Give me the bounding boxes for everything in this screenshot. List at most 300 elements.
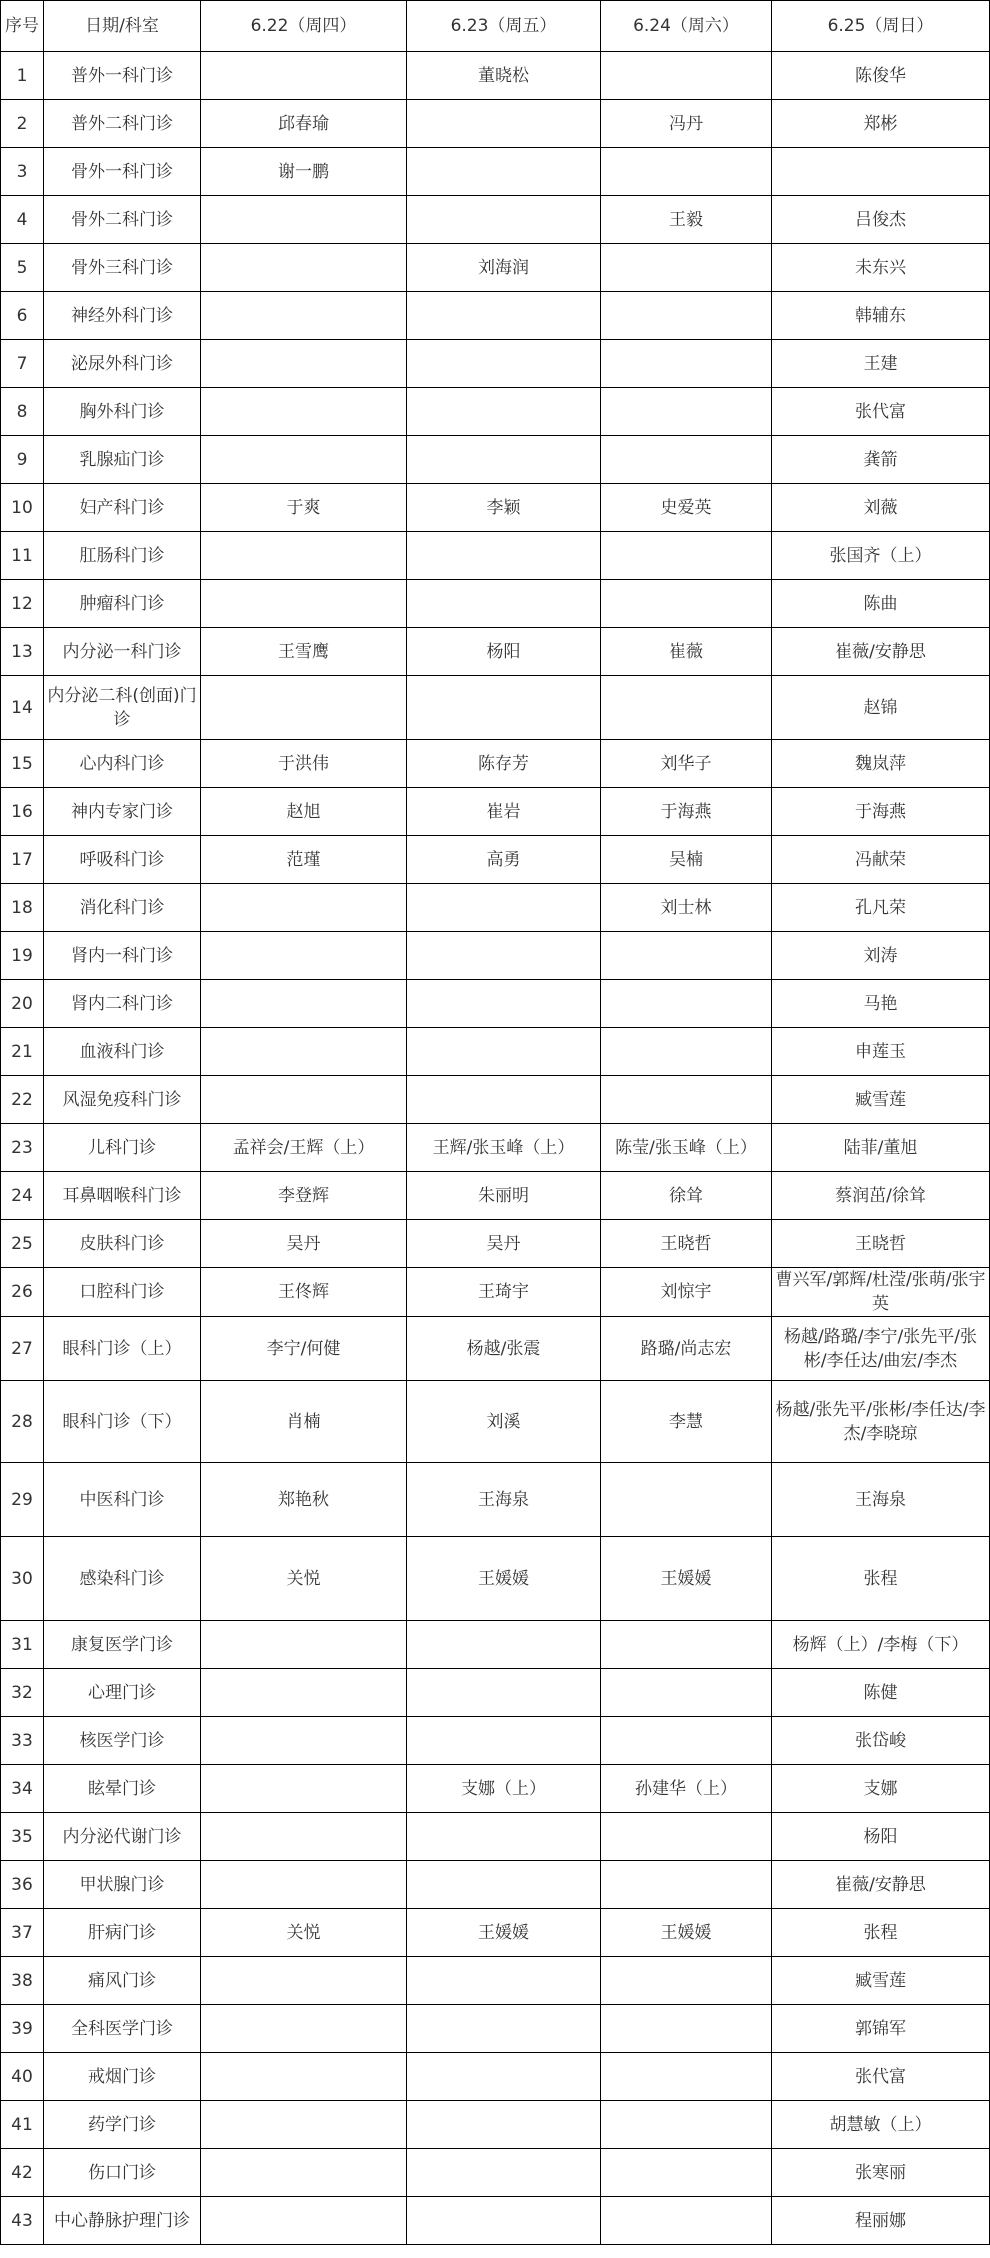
header-row xyxy=(1,1,990,52)
doctor-0625: 吕俊杰 xyxy=(772,196,990,244)
doctor-0623 xyxy=(407,1861,601,1909)
doctor-0622 xyxy=(201,2101,407,2149)
row-index: 42 xyxy=(1,2149,44,2197)
table-row xyxy=(1,1172,990,1220)
doctor-0624: 冯丹 xyxy=(601,100,772,148)
table-row xyxy=(1,148,990,196)
table-row xyxy=(1,244,990,292)
row-index: 7 xyxy=(1,340,44,388)
table-row xyxy=(1,1909,990,1957)
doctor-0625: 陈俊华 xyxy=(772,52,990,100)
doctor-0624 xyxy=(601,1076,772,1124)
department-name: 普外二科门诊 xyxy=(44,100,201,148)
table-row xyxy=(1,1124,990,1172)
doctor-0622: 谢一鹏 xyxy=(201,148,407,196)
department-name: 泌尿外科门诊 xyxy=(44,340,201,388)
doctor-0623: 王琦宇 xyxy=(407,1268,601,1317)
doctor-0624 xyxy=(601,980,772,1028)
doctor-0624 xyxy=(601,2101,772,2149)
table-row xyxy=(1,1621,990,1669)
table-row xyxy=(1,580,990,628)
doctor-0625: 未东兴 xyxy=(772,244,990,292)
row-index: 2 xyxy=(1,100,44,148)
doctor-0623 xyxy=(407,1028,601,1076)
department-name: 肿瘤科门诊 xyxy=(44,580,201,628)
doctor-0623 xyxy=(407,1717,601,1765)
department-name: 儿科门诊 xyxy=(44,1124,201,1172)
doctor-0623: 王媛媛 xyxy=(407,1537,601,1621)
table-row xyxy=(1,740,990,788)
doctor-0622 xyxy=(201,244,407,292)
table-row xyxy=(1,1028,990,1076)
table-row xyxy=(1,532,990,580)
header-date-0622: 6.22（周四） xyxy=(201,1,407,52)
row-index: 15 xyxy=(1,740,44,788)
doctor-0624: 路璐/尚志宏 xyxy=(601,1317,772,1381)
doctor-0625: 支娜 xyxy=(772,1765,990,1813)
doctor-0623: 王媛媛 xyxy=(407,1909,601,1957)
doctor-0622 xyxy=(201,1717,407,1765)
department-name: 肛肠科门诊 xyxy=(44,532,201,580)
doctor-0624 xyxy=(601,1717,772,1765)
row-index: 31 xyxy=(1,1621,44,1669)
table-row xyxy=(1,340,990,388)
department-name: 康复医学门诊 xyxy=(44,1621,201,1669)
doctor-0623: 高勇 xyxy=(407,836,601,884)
doctor-0622 xyxy=(201,1621,407,1669)
table-row xyxy=(1,292,990,340)
row-index: 8 xyxy=(1,388,44,436)
department-name: 中心静脉护理门诊 xyxy=(44,2197,201,2245)
row-index: 43 xyxy=(1,2197,44,2245)
doctor-0623 xyxy=(407,2101,601,2149)
doctor-0622 xyxy=(201,2149,407,2197)
department-name: 眩晕门诊 xyxy=(44,1765,201,1813)
department-name: 内分泌一科门诊 xyxy=(44,628,201,676)
doctor-0622 xyxy=(201,1765,407,1813)
table-row xyxy=(1,1717,990,1765)
doctor-0624: 陈莹/张玉峰（上） xyxy=(601,1124,772,1172)
doctor-0624: 史爱英 xyxy=(601,484,772,532)
doctor-0622 xyxy=(201,2053,407,2101)
row-index: 13 xyxy=(1,628,44,676)
doctor-0623: 董晓松 xyxy=(407,52,601,100)
table-row xyxy=(1,100,990,148)
doctor-0622: 赵旭 xyxy=(201,788,407,836)
department-name: 胸外科门诊 xyxy=(44,388,201,436)
doctor-0623: 支娜（上） xyxy=(407,1765,601,1813)
table-row xyxy=(1,2101,990,2149)
doctor-0624 xyxy=(601,292,772,340)
department-name: 妇产科门诊 xyxy=(44,484,201,532)
doctor-0622: 王佟辉 xyxy=(201,1268,407,1317)
doctor-0623 xyxy=(407,148,601,196)
doctor-0625: 于海燕 xyxy=(772,788,990,836)
row-index: 26 xyxy=(1,1268,44,1317)
doctor-0623 xyxy=(407,2053,601,2101)
table-row xyxy=(1,1861,990,1909)
doctor-0622 xyxy=(201,52,407,100)
table-row xyxy=(1,628,990,676)
doctor-0623 xyxy=(407,388,601,436)
table-row xyxy=(1,1220,990,1268)
table-row xyxy=(1,2149,990,2197)
doctor-0624 xyxy=(601,1957,772,2005)
row-index: 35 xyxy=(1,1813,44,1861)
doctor-0625: 蔡润茁/徐耸 xyxy=(772,1172,990,1220)
table-row xyxy=(1,1957,990,2005)
department-name: 神经外科门诊 xyxy=(44,292,201,340)
row-index: 41 xyxy=(1,2101,44,2149)
table-row xyxy=(1,1268,990,1317)
doctor-0622: 肖楠 xyxy=(201,1381,407,1463)
doctor-0625: 胡慧敏（上） xyxy=(772,2101,990,2149)
header-date-0624: 6.24（周六） xyxy=(601,1,772,52)
row-index: 20 xyxy=(1,980,44,1028)
doctor-0625: 陈曲 xyxy=(772,580,990,628)
doctor-0624 xyxy=(601,932,772,980)
doctor-0625: 王海泉 xyxy=(772,1463,990,1537)
doctor-0622 xyxy=(201,980,407,1028)
doctor-0624: 刘士林 xyxy=(601,884,772,932)
doctor-0622: 邱春瑜 xyxy=(201,100,407,148)
table-row xyxy=(1,388,990,436)
table-row xyxy=(1,436,990,484)
doctor-0622 xyxy=(201,1028,407,1076)
table-row xyxy=(1,2005,990,2053)
doctor-0624 xyxy=(601,388,772,436)
doctor-0624: 于海燕 xyxy=(601,788,772,836)
doctor-0624 xyxy=(601,436,772,484)
department-name: 感染科门诊 xyxy=(44,1537,201,1621)
doctor-0622: 郑艳秋 xyxy=(201,1463,407,1537)
row-index: 18 xyxy=(1,884,44,932)
table-row xyxy=(1,788,990,836)
row-index: 6 xyxy=(1,292,44,340)
doctor-0625: 程丽娜 xyxy=(772,2197,990,2245)
doctor-0622 xyxy=(201,1076,407,1124)
doctor-0625: 刘薇 xyxy=(772,484,990,532)
department-name: 药学门诊 xyxy=(44,2101,201,2149)
doctor-0624: 刘惊宇 xyxy=(601,1268,772,1317)
header-index: 序号 xyxy=(1,1,44,52)
department-name: 呼吸科门诊 xyxy=(44,836,201,884)
department-name: 皮肤科门诊 xyxy=(44,1220,201,1268)
doctor-0622 xyxy=(201,532,407,580)
doctor-0625: 王晓哲 xyxy=(772,1220,990,1268)
doctor-0625: 杨阳 xyxy=(772,1813,990,1861)
row-index: 32 xyxy=(1,1669,44,1717)
table-row xyxy=(1,1317,990,1381)
doctor-0625: 崔薇/安静思 xyxy=(772,1861,990,1909)
table-row xyxy=(1,1076,990,1124)
doctor-0625: 张代富 xyxy=(772,388,990,436)
doctor-0623 xyxy=(407,196,601,244)
row-index: 4 xyxy=(1,196,44,244)
department-name: 心内科门诊 xyxy=(44,740,201,788)
doctor-0624 xyxy=(601,532,772,580)
row-index: 19 xyxy=(1,932,44,980)
table-row xyxy=(1,52,990,100)
table-row xyxy=(1,484,990,532)
doctor-0622 xyxy=(201,292,407,340)
doctor-0623 xyxy=(407,884,601,932)
row-index: 25 xyxy=(1,1220,44,1268)
doctor-0625: 张代富 xyxy=(772,2053,990,2101)
doctor-0623 xyxy=(407,1669,601,1717)
row-index: 24 xyxy=(1,1172,44,1220)
doctor-0625: 冯献荣 xyxy=(772,836,990,884)
doctor-0623: 崔岩 xyxy=(407,788,601,836)
row-index: 36 xyxy=(1,1861,44,1909)
row-index: 40 xyxy=(1,2053,44,2101)
doctor-0623 xyxy=(407,292,601,340)
doctor-0625: 张程 xyxy=(772,1537,990,1621)
department-name: 骨外三科门诊 xyxy=(44,244,201,292)
row-index: 10 xyxy=(1,484,44,532)
doctor-0625: 臧雪莲 xyxy=(772,1957,990,2005)
table-row xyxy=(1,1765,990,1813)
doctor-0622: 于洪伟 xyxy=(201,740,407,788)
doctor-0624 xyxy=(601,676,772,740)
doctor-0623: 杨阳 xyxy=(407,628,601,676)
doctor-0623: 刘海润 xyxy=(407,244,601,292)
doctor-0625: 韩辅东 xyxy=(772,292,990,340)
doctor-0624: 王媛媛 xyxy=(601,1909,772,1957)
doctor-0623 xyxy=(407,1621,601,1669)
department-name: 内分泌二科(创面)门诊 xyxy=(44,676,201,740)
doctor-0625: 郑彬 xyxy=(772,100,990,148)
row-index: 14 xyxy=(1,676,44,740)
doctor-0625: 张程 xyxy=(772,1909,990,1957)
doctor-0624 xyxy=(601,1463,772,1537)
doctor-0622: 关悦 xyxy=(201,1909,407,1957)
doctor-0622 xyxy=(201,436,407,484)
table-row xyxy=(1,884,990,932)
doctor-0625: 马艳 xyxy=(772,980,990,1028)
doctor-0623 xyxy=(407,1076,601,1124)
doctor-0624: 崔薇 xyxy=(601,628,772,676)
doctor-0625: 杨越/路璐/李宁/张先平/张彬/李任达/曲宏/李杰 xyxy=(772,1317,990,1381)
row-index: 37 xyxy=(1,1909,44,1957)
doctor-0624 xyxy=(601,340,772,388)
doctor-0622: 王雪鹰 xyxy=(201,628,407,676)
doctor-0623 xyxy=(407,676,601,740)
department-name: 肾内一科门诊 xyxy=(44,932,201,980)
doctor-0625: 龚箭 xyxy=(772,436,990,484)
row-index: 33 xyxy=(1,1717,44,1765)
department-name: 风湿免疫科门诊 xyxy=(44,1076,201,1124)
department-name: 神内专家门诊 xyxy=(44,788,201,836)
department-name: 内分泌代谢门诊 xyxy=(44,1813,201,1861)
doctor-0622 xyxy=(201,932,407,980)
doctor-0624: 王毅 xyxy=(601,196,772,244)
doctor-0622 xyxy=(201,580,407,628)
header-date-0625: 6.25（周日） xyxy=(772,1,990,52)
doctor-0624 xyxy=(601,2053,772,2101)
doctor-0624 xyxy=(601,2197,772,2245)
doctor-0622 xyxy=(201,2197,407,2245)
doctor-0624: 刘华子 xyxy=(601,740,772,788)
doctor-0623 xyxy=(407,532,601,580)
doctor-0625: 张岱峻 xyxy=(772,1717,990,1765)
doctor-0625: 杨越/张先平/张彬/李任达/李杰/李晓琼 xyxy=(772,1381,990,1463)
doctor-0622: 李宁/何健 xyxy=(201,1317,407,1381)
doctor-0625: 杨辉（上）/李梅（下） xyxy=(772,1621,990,1669)
department-name: 甲状腺门诊 xyxy=(44,1861,201,1909)
doctor-0624: 李慧 xyxy=(601,1381,772,1463)
doctor-0623 xyxy=(407,2005,601,2053)
row-index: 38 xyxy=(1,1957,44,2005)
row-index: 29 xyxy=(1,1463,44,1537)
doctor-0625: 郭锦军 xyxy=(772,2005,990,2053)
doctor-0624 xyxy=(601,1669,772,1717)
row-index: 23 xyxy=(1,1124,44,1172)
department-name: 痛风门诊 xyxy=(44,1957,201,2005)
doctor-0624 xyxy=(601,1861,772,1909)
doctor-0625: 臧雪莲 xyxy=(772,1076,990,1124)
doctor-0623 xyxy=(407,2197,601,2245)
doctor-0622 xyxy=(201,196,407,244)
department-name: 耳鼻咽喉科门诊 xyxy=(44,1172,201,1220)
row-index: 9 xyxy=(1,436,44,484)
row-index: 22 xyxy=(1,1076,44,1124)
table-row xyxy=(1,2053,990,2101)
department-name: 戒烟门诊 xyxy=(44,2053,201,2101)
doctor-0623 xyxy=(407,1957,601,2005)
department-name: 消化科门诊 xyxy=(44,884,201,932)
doctor-0625: 申莲玉 xyxy=(772,1028,990,1076)
doctor-0625: 王建 xyxy=(772,340,990,388)
doctor-0625: 张国齐（上） xyxy=(772,532,990,580)
doctor-0624 xyxy=(601,1028,772,1076)
table-row xyxy=(1,1669,990,1717)
doctor-0623: 吴丹 xyxy=(407,1220,601,1268)
doctor-0625: 孔凡荣 xyxy=(772,884,990,932)
row-index: 27 xyxy=(1,1317,44,1381)
doctor-0622: 孟祥会/王辉（上） xyxy=(201,1124,407,1172)
table-row xyxy=(1,980,990,1028)
header-date-0623: 6.23（周五） xyxy=(407,1,601,52)
doctor-0623 xyxy=(407,436,601,484)
row-index: 5 xyxy=(1,244,44,292)
table-row xyxy=(1,1537,990,1621)
doctor-0624 xyxy=(601,244,772,292)
doctor-0623 xyxy=(407,100,601,148)
doctor-0624 xyxy=(601,2149,772,2197)
table-row xyxy=(1,836,990,884)
doctor-0622 xyxy=(201,1669,407,1717)
doctor-0622 xyxy=(201,388,407,436)
doctor-0624 xyxy=(601,52,772,100)
doctor-0623: 朱丽明 xyxy=(407,1172,601,1220)
table-row xyxy=(1,676,990,740)
doctor-0623: 王海泉 xyxy=(407,1463,601,1537)
doctor-0625: 刘涛 xyxy=(772,932,990,980)
department-name: 全科医学门诊 xyxy=(44,2005,201,2053)
doctor-0625: 魏岚萍 xyxy=(772,740,990,788)
row-index: 30 xyxy=(1,1537,44,1621)
header-department: 日期/科室 xyxy=(44,1,201,52)
department-name: 乳腺疝门诊 xyxy=(44,436,201,484)
department-name: 普外一科门诊 xyxy=(44,52,201,100)
row-index: 12 xyxy=(1,580,44,628)
department-name: 眼科门诊（下） xyxy=(44,1381,201,1463)
department-name: 骨外一科门诊 xyxy=(44,148,201,196)
doctor-0622 xyxy=(201,1957,407,2005)
doctor-0623: 陈存芳 xyxy=(407,740,601,788)
doctor-0622: 于爽 xyxy=(201,484,407,532)
doctor-0622: 吴丹 xyxy=(201,1220,407,1268)
table-row xyxy=(1,1381,990,1463)
doctor-0625: 曹兴军/郭辉/杜滢/张萌/张宇英 xyxy=(772,1268,990,1317)
department-name: 肝病门诊 xyxy=(44,1909,201,1957)
doctor-0622 xyxy=(201,2005,407,2053)
doctor-0624: 王媛媛 xyxy=(601,1537,772,1621)
table-row xyxy=(1,196,990,244)
doctor-0623 xyxy=(407,980,601,1028)
row-index: 11 xyxy=(1,532,44,580)
doctor-0622 xyxy=(201,1813,407,1861)
doctor-0625: 陆菲/董旭 xyxy=(772,1124,990,1172)
doctor-0623: 李颖 xyxy=(407,484,601,532)
department-name: 核医学门诊 xyxy=(44,1717,201,1765)
department-name: 血液科门诊 xyxy=(44,1028,201,1076)
doctor-0625: 赵锦 xyxy=(772,676,990,740)
row-index: 21 xyxy=(1,1028,44,1076)
doctor-0623 xyxy=(407,340,601,388)
doctor-0624 xyxy=(601,580,772,628)
department-name: 骨外二科门诊 xyxy=(44,196,201,244)
doctor-0623 xyxy=(407,932,601,980)
row-index: 39 xyxy=(1,2005,44,2053)
doctor-0624 xyxy=(601,2005,772,2053)
doctor-0623: 杨越/张震 xyxy=(407,1317,601,1381)
row-index: 16 xyxy=(1,788,44,836)
row-index: 3 xyxy=(1,148,44,196)
doctor-0622 xyxy=(201,884,407,932)
doctor-0622: 范瑾 xyxy=(201,836,407,884)
department-name: 肾内二科门诊 xyxy=(44,980,201,1028)
department-name: 眼科门诊（上） xyxy=(44,1317,201,1381)
doctor-0623 xyxy=(407,1813,601,1861)
doctor-0623 xyxy=(407,580,601,628)
row-index: 28 xyxy=(1,1381,44,1463)
doctor-0624 xyxy=(601,1621,772,1669)
doctor-0625: 崔薇/安静思 xyxy=(772,628,990,676)
doctor-0622: 李登辉 xyxy=(201,1172,407,1220)
doctor-0625: 张寒丽 xyxy=(772,2149,990,2197)
doctor-0622 xyxy=(201,676,407,740)
doctor-0624: 王晓哲 xyxy=(601,1220,772,1268)
doctor-0623: 王辉/张玉峰（上） xyxy=(407,1124,601,1172)
doctor-0623 xyxy=(407,2149,601,2197)
doctor-0624: 吴楠 xyxy=(601,836,772,884)
department-name: 伤口门诊 xyxy=(44,2149,201,2197)
row-index: 34 xyxy=(1,1765,44,1813)
doctor-0624: 孙建华（上） xyxy=(601,1765,772,1813)
department-name: 心理门诊 xyxy=(44,1669,201,1717)
table-row xyxy=(1,1813,990,1861)
department-name: 中医科门诊 xyxy=(44,1463,201,1537)
row-index: 17 xyxy=(1,836,44,884)
doctor-0624 xyxy=(601,1813,772,1861)
doctor-0625: 陈健 xyxy=(772,1669,990,1717)
doctor-0622 xyxy=(201,340,407,388)
row-index: 1 xyxy=(1,52,44,100)
doctor-0622: 关悦 xyxy=(201,1537,407,1621)
doctor-0623: 刘溪 xyxy=(407,1381,601,1463)
